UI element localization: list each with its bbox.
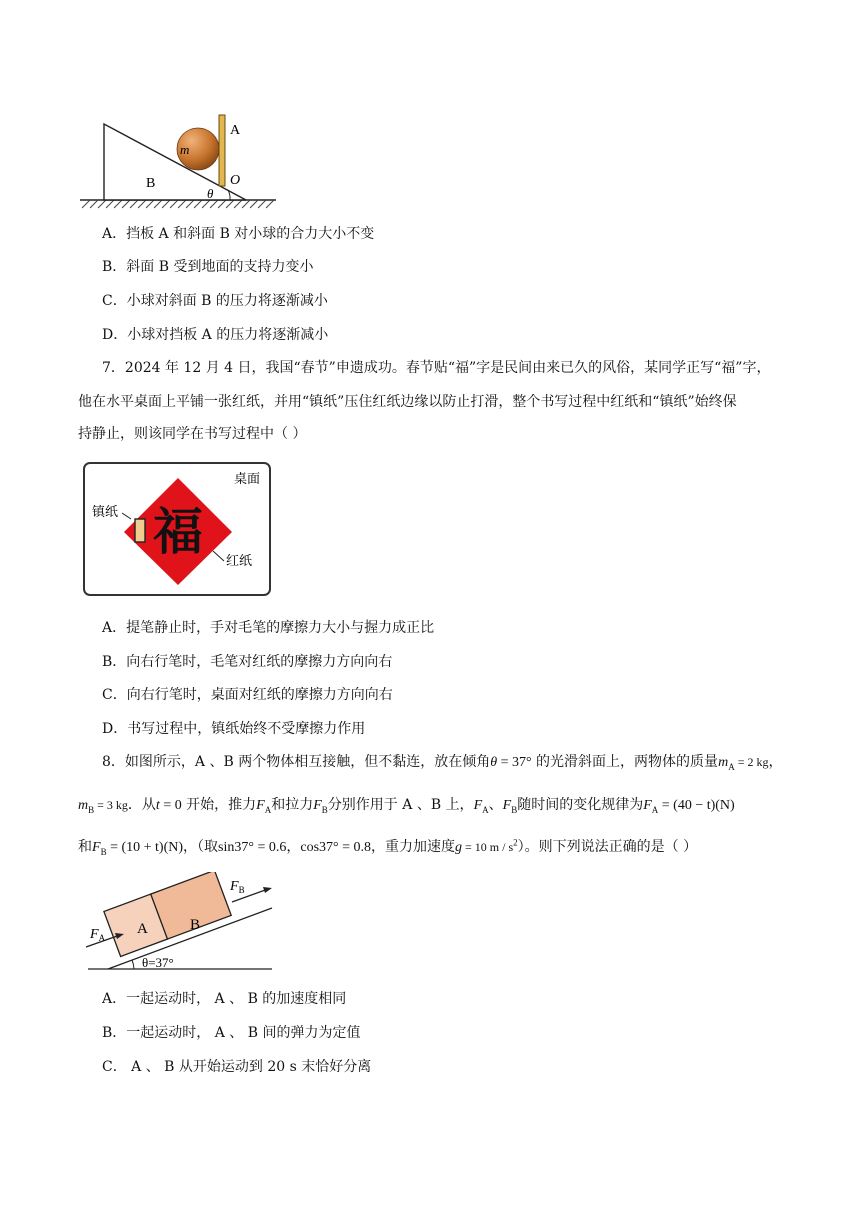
q8-option-b: B．一起运动时， A 、 B 间的弹力为定值 [102, 1025, 361, 1041]
q6-option-c: C．小球对斜面 B 的压力将逐渐减小 [102, 293, 328, 309]
fu-character: 福 [153, 504, 203, 560]
label-o: O [230, 173, 241, 188]
q7-stem-line-1: 7．2024 年 12 月 4 日，我国“春节”申遗成功。春节贴“福”字是民间由来已久的风俗，某同学正写“福”字， [102, 360, 771, 376]
q7-stem-line-2: 他在水平桌面上平铺一张红纸，并用“镇纸”压住红纸边缘以防止打滑，整个书写过程中红纸和“镇纸”始终保 [78, 394, 737, 410]
red-paper-label: 红纸 [226, 553, 253, 568]
q7-stem-line-3: 持静止，则该同学在书写过程中（ ） [78, 426, 307, 442]
q7-option-a: A．提笔静止时，手对毛笔的摩擦力大小与握力成正比 [102, 620, 435, 636]
force-a-label: $F_A$ [90, 927, 106, 943]
board-a [219, 115, 225, 186]
force-b-label: $F_B$ [230, 879, 245, 895]
q8-stem-line-2: $m_B = 3$ kg．从t = 0 开始，推力$F_A$和拉力$F_B$分别作用于 A 、B 上，$F_A$、$F_B$随时间的变化规律为$F_A = (40 - t)(N)$ [78, 797, 735, 815]
q8-blocks-figure [82, 872, 278, 976]
q7-option-c: C．向右行笔时，桌面对红纸的摩擦力方向向右 [102, 687, 393, 703]
q8-stem-line-3: 和$F_B = (10 + t)(N)$，（取sin37° = 0.6，cos37° = 0.8，重力加速度g = 10 m / $s^2$）。则下列说法正确的是（ ） [78, 837, 698, 857]
paperweight-label: 镇纸 [92, 504, 119, 519]
label-a: A [230, 123, 241, 138]
label-m: m [180, 142, 190, 157]
label-b: B [146, 176, 156, 191]
q6-option-b: B．斜面 B 受到地面的支持力变小 [102, 259, 314, 275]
label-theta: θ [207, 186, 214, 201]
block-a-label: A [137, 921, 148, 937]
q8-option-c: C． A 、 B 从开始运动到 20 s 末恰好分离 [102, 1059, 372, 1075]
q8-option-a: A．一起运动时， A 、 B 的加速度相同 [102, 991, 347, 1007]
q6-option-d: D．小球对挡板 A 的压力将逐渐减小 [102, 327, 329, 343]
angle-label: θ=37° [142, 955, 174, 970]
q7-option-d: D．书写过程中，镇纸始终不受摩擦力作用 [102, 721, 366, 737]
block-b-label: B [190, 917, 201, 933]
paperweight [135, 519, 145, 542]
q6-option-a: A．挡板 A 和斜面 B 对小球的合力大小不变 [102, 226, 375, 242]
q6-incline-figure [78, 112, 284, 214]
q7-fu-figure [82, 461, 274, 599]
desk-label: 桌面 [234, 471, 261, 486]
q7-option-b: B．向右行笔时，毛笔对红纸的摩擦力方向向右 [102, 654, 393, 670]
q8-stem-line-1: 8．如图所示，A 、B 两个物体相互接触，但不黏连，放在倾角θ = 37° 的光滑斜面上，两物体的质量$m_A = 2$ kg， [102, 754, 783, 772]
